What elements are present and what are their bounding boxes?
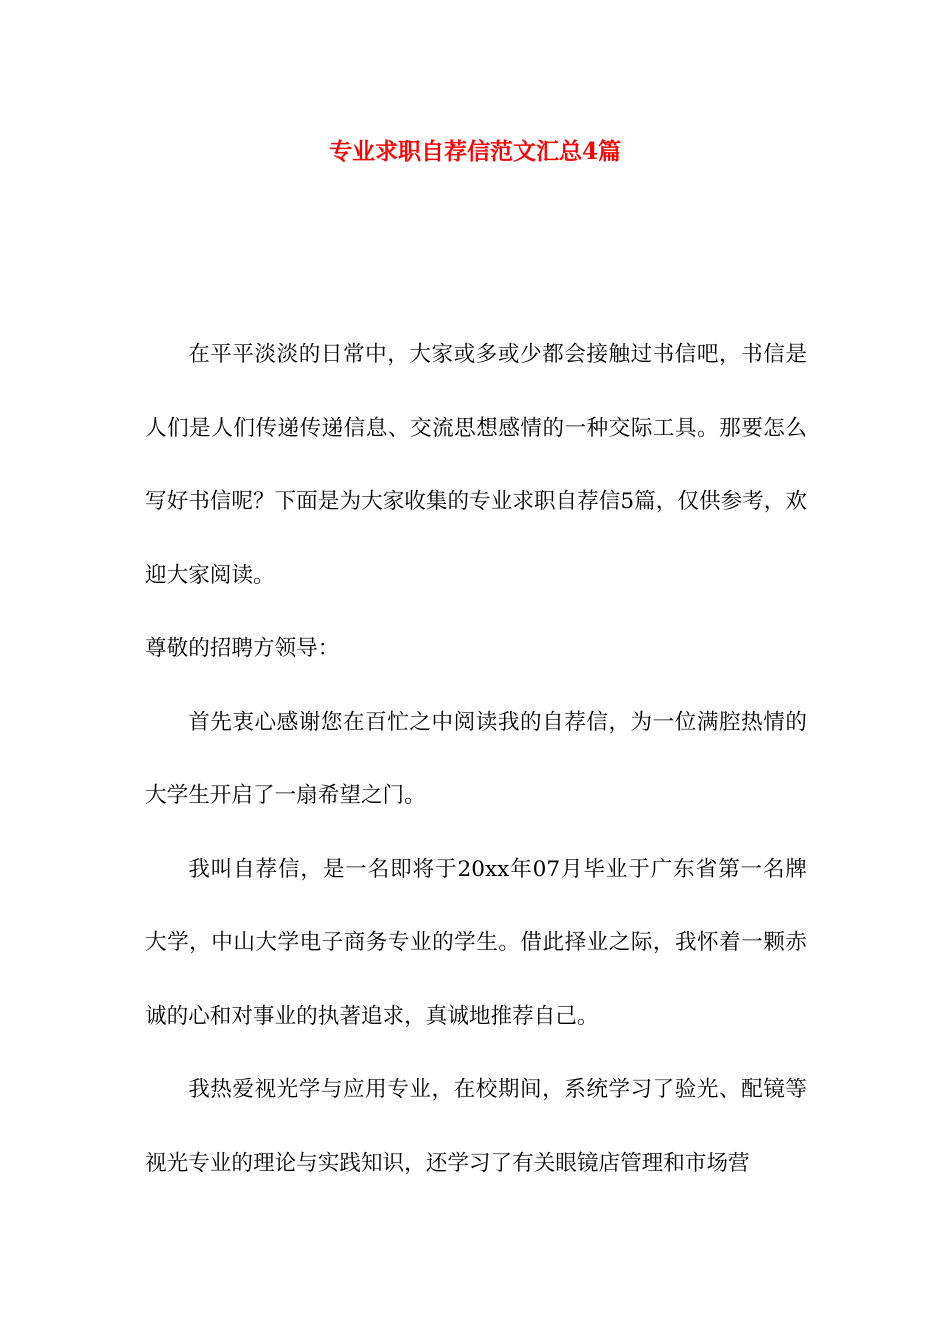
paragraph-self-introduction: 我叫自荐信，是一名即将于20xx年07月毕业于广东省第一名牌大学，中山大学电子商务专业的学生。借此择业之际，我怀着一颗赤诚的心和对事业的执著追求，真诚地推荐自己。 bbox=[145, 856, 807, 1029]
document-body bbox=[145, 318, 807, 1200]
paragraph-major-study: 我热爱视光学与应用专业，在校期间，系统学习了验光、配镜等视光专业的理论与实践知识，还学习了有关眼镜店管理和市场营 bbox=[145, 1077, 807, 1176]
paragraph-intro: 在平平淡淡的日常中，大家或多或少都会接触过书信吧，书信是人们是人们传递传递信息、交流思想感情的一种交际工具。那要怎么写好书信呢？下面是为大家收集的专业求职自荐信5篇，仅供参考，欢迎大家阅读。 bbox=[145, 342, 807, 588]
document-title: 专业求职自荐信范文汇总4篇 bbox=[328, 138, 621, 165]
paragraph-salutation: 尊敬的招聘方领导： bbox=[145, 636, 340, 661]
paragraph-thanks: 首先衷心感谢您在百忙之中阅读我的自荐信，为一位满腔热情的大学生开启了一扇希望之门。 bbox=[145, 709, 807, 808]
